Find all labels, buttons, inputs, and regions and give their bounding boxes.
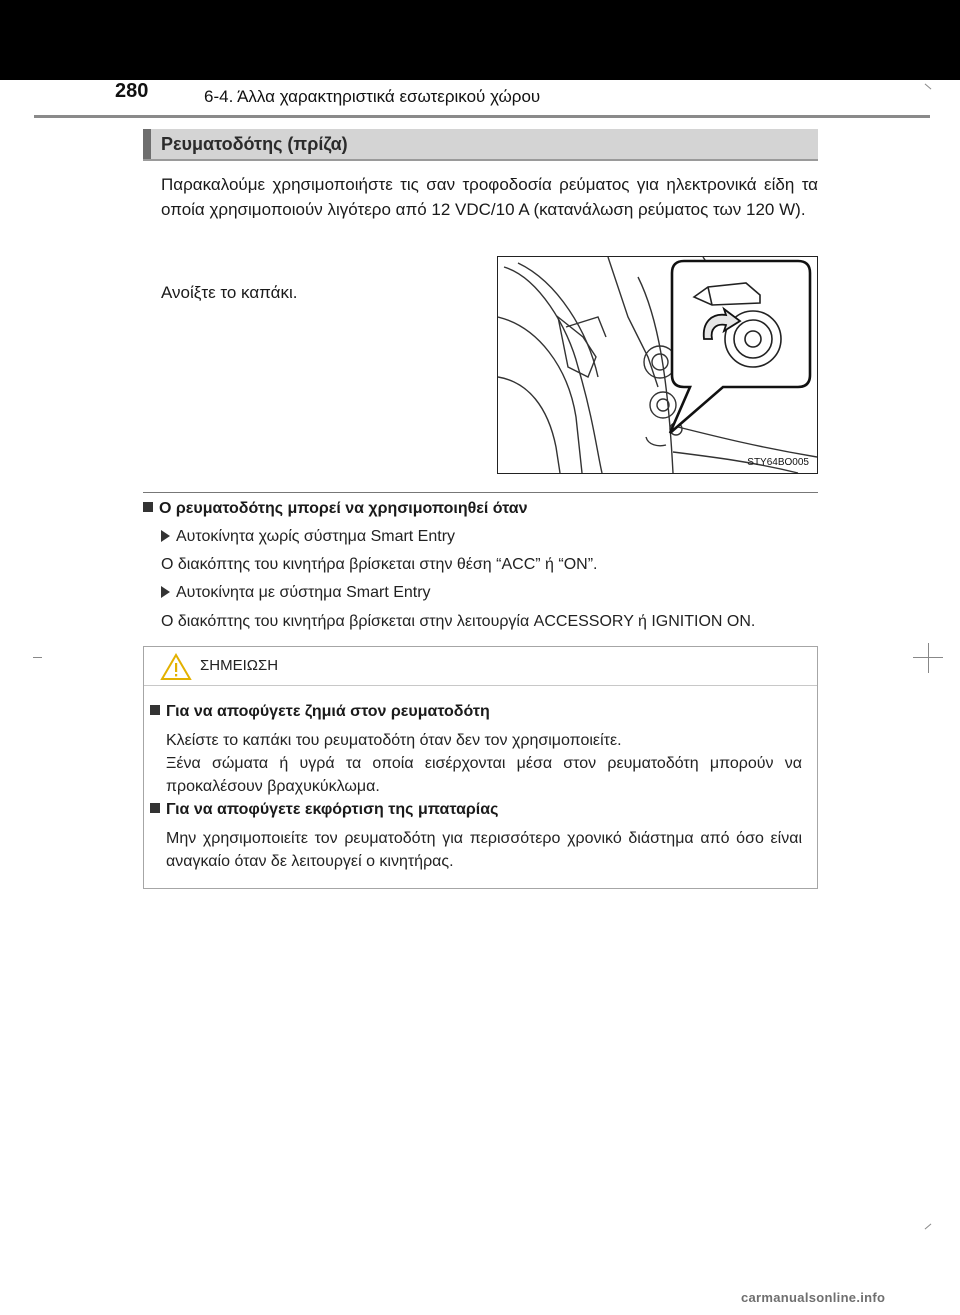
watermark: carmanualsonline.info xyxy=(741,1290,886,1305)
section-title: Ρευματοδότης (πρίζα) xyxy=(161,134,348,154)
crop-mark-right-v xyxy=(928,643,929,673)
dashboard-drawing xyxy=(498,257,817,473)
section-title-accent xyxy=(143,129,151,159)
usage-item-text: Ο διακόπτης του κινητήρα βρίσκεται στην λειτουργία ACCESSORY ή IGNITION ON. xyxy=(161,613,756,630)
notice-title: ΣΗΜΕΙΩΣΗ xyxy=(200,657,279,674)
chapter-title: 6-4. Άλλα χαρακτηριστικά εσωτερικού χώρου xyxy=(204,87,541,106)
notice-item-text: Μην χρησιμοποιείτε τον ρευματοδότη για περισσότερο χρονικό διάστημα από όσο είναι αναγκαίο όταν δε λειτουργεί ο κινητήρας. xyxy=(166,830,802,870)
notice-item-heading: Για να αποφύγετε εκφόρτιση της μπαταρίας xyxy=(150,801,498,819)
section-divider xyxy=(143,492,818,493)
notice-item-text: Κλείστε το καπάκι του ρευματοδότη όταν δεν τον χρησιμοποιείτε. xyxy=(166,732,622,749)
square-bullet-icon xyxy=(143,502,153,512)
usage-item-label: Αυτοκίνητα χωρίς σύστημα Smart Entry xyxy=(161,528,455,546)
square-bullet-icon xyxy=(150,705,160,715)
square-bullet-icon xyxy=(150,803,160,813)
section-title-bar xyxy=(143,129,818,161)
intro-paragraph: Παρακαλούμε χρησιμοποιήστε τις σαν τροφοδοσία ρεύματος για ηλεκτρονικά είδη τα οποία χρησιμοποιούν λιγότερο από 12 VDC/10 A (κατανάλωση ρεύματος των 120 W). xyxy=(161,175,818,219)
step-open-lid: Ανοίξτε το καπάκι. xyxy=(161,283,298,302)
triangle-arrow-icon xyxy=(161,586,170,598)
power-outlet-illustration xyxy=(497,256,818,474)
usage-item-text: Ο διακόπτης του κινητήρα βρίσκεται στην θέση “ACC” ή “ON”. xyxy=(161,556,598,573)
page-number: 280 xyxy=(115,80,149,102)
crop-mark-bottom-right xyxy=(925,1224,932,1230)
notice-item-heading: Για να αποφύγετε ζημιά στον ρευματοδότη xyxy=(150,703,490,721)
illustration-code: STY64BO005 xyxy=(747,457,809,468)
crop-mark-left xyxy=(33,657,42,658)
triangle-arrow-icon xyxy=(161,530,170,542)
notice-box xyxy=(143,646,818,889)
usage-heading: Ο ρευματοδότης μπορεί να χρησιμοποιηθεί όταν xyxy=(143,500,528,518)
header-divider xyxy=(34,115,930,118)
usage-item-label: Αυτοκίνητα με σύστημα Smart Entry xyxy=(161,584,431,602)
notice-header-divider xyxy=(144,685,817,686)
notice-item-text: Ξένα σώματα ή υγρά τα οποία εισέρχονται μέσα στον ρευματοδότη μπορούν να προκαλέσουν βραχυκύκλωμα. xyxy=(166,755,802,795)
warning-triangle-icon xyxy=(160,652,192,682)
crop-mark-top-right xyxy=(925,84,932,90)
top-black-bar xyxy=(0,0,960,80)
